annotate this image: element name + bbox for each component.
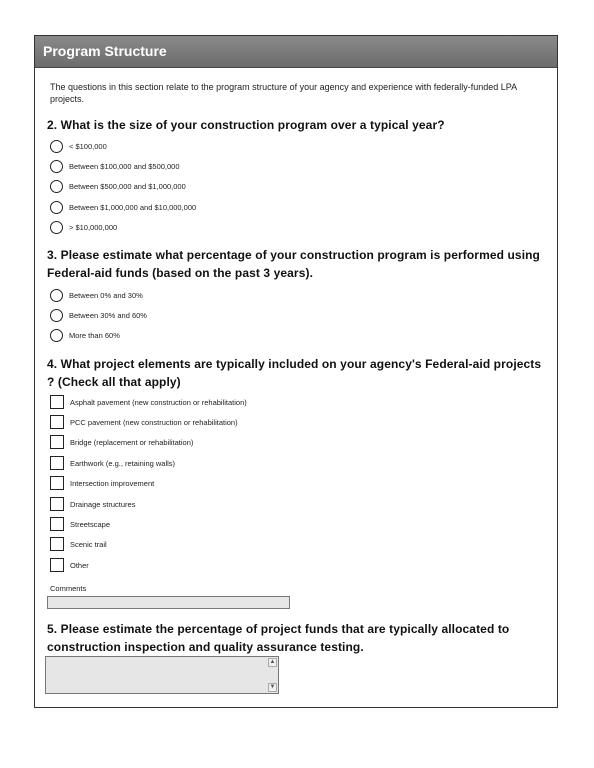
- q4-option-6[interactable]: [50, 496, 135, 512]
- q2-option-5[interactable]: [50, 219, 117, 235]
- option-label: Asphalt pavement (new construction or rehabilitation): [70, 397, 247, 407]
- q4-option-3[interactable]: [50, 434, 193, 450]
- question-2: 2. What is the size of your construction program over a typical year?: [47, 118, 445, 132]
- option-label: Between 0% and 30%: [69, 290, 143, 300]
- q3-option-3[interactable]: [50, 327, 120, 343]
- q4-option-7[interactable]: [50, 516, 110, 532]
- q4-option-9[interactable]: [50, 557, 89, 573]
- comments-label: Comments: [50, 584, 87, 593]
- q3-option-2[interactable]: [50, 307, 147, 323]
- radio-button[interactable]: [50, 329, 63, 342]
- checkbox[interactable]: [50, 497, 64, 511]
- scroll-down-arrow-icon[interactable]: ▼: [269, 684, 276, 690]
- radio-button[interactable]: [50, 309, 63, 322]
- q4-option-5[interactable]: [50, 475, 154, 491]
- option-label: Drainage structures: [70, 499, 136, 509]
- comments-input[interactable]: [47, 596, 290, 609]
- option-label: Intersection improvement: [70, 478, 155, 488]
- option-label: Between $100,000 and $500,000: [69, 161, 180, 171]
- question-5: 5. Please estimate the percentage of project funds that are typically allocated to construction inspection and quality assurance testing.: [47, 622, 510, 654]
- radio-button[interactable]: [50, 221, 63, 234]
- scroll-up-arrow-icon[interactable]: ▲: [269, 659, 276, 665]
- q4-option-2[interactable]: [50, 414, 238, 430]
- radio-button[interactable]: [50, 201, 63, 214]
- checkbox[interactable]: [50, 435, 64, 449]
- q4-option-4[interactable]: [50, 455, 175, 471]
- q2-option-4[interactable]: [50, 199, 196, 215]
- question-4: 4. What project elements are typically included on your agency's Federal-aid projects ? (Check all that apply): [47, 357, 542, 389]
- question-3: 3. Please estimate what percentage of your construction program is performed using Federal-aid funds (based on the past 3 years).: [47, 248, 540, 280]
- checkbox[interactable]: [50, 517, 64, 531]
- option-label: Between 30% and 60%: [69, 310, 147, 320]
- option-label: Earthwork (e.g., retaining walls): [70, 458, 176, 468]
- q5-textarea[interactable]: [45, 656, 279, 694]
- option-label: Scenic trail: [70, 539, 107, 549]
- q2-option-1[interactable]: [50, 138, 107, 154]
- q2-option-2[interactable]: [50, 158, 180, 174]
- checkbox[interactable]: [50, 456, 64, 470]
- checkbox[interactable]: [50, 558, 64, 572]
- option-label: Bridge (replacement or rehabilitation): [70, 437, 194, 447]
- option-label: PCC pavement (new construction or rehabilitation): [70, 417, 238, 427]
- option-label: > $10,000,000: [69, 222, 118, 232]
- section-title: Program Structure: [35, 36, 557, 68]
- radio-button[interactable]: [50, 180, 63, 193]
- radio-button[interactable]: [50, 289, 63, 302]
- radio-button[interactable]: [50, 140, 63, 153]
- q4-option-1[interactable]: [50, 394, 247, 410]
- survey-section: [34, 35, 558, 708]
- checkbox[interactable]: [50, 415, 64, 429]
- option-label: More than 60%: [69, 330, 120, 340]
- checkbox[interactable]: [50, 395, 64, 409]
- option-label: < $100,000: [69, 141, 107, 151]
- q4-option-8[interactable]: [50, 536, 107, 552]
- option-label: Streetscape: [70, 519, 111, 529]
- radio-button[interactable]: [50, 160, 63, 173]
- section-intro: The questions in this section relate to the program structure of your agency and experience with federally-funded LPA projects.: [50, 82, 517, 104]
- option-label: Between $500,000 and $1,000,000: [69, 181, 186, 191]
- q3-option-1[interactable]: [50, 287, 143, 303]
- option-label: Other: [70, 560, 89, 570]
- q2-option-3[interactable]: [50, 178, 186, 194]
- option-label: Between $1,000,000 and $10,000,000: [69, 202, 197, 212]
- checkbox[interactable]: [50, 476, 64, 490]
- checkbox[interactable]: [50, 537, 64, 551]
